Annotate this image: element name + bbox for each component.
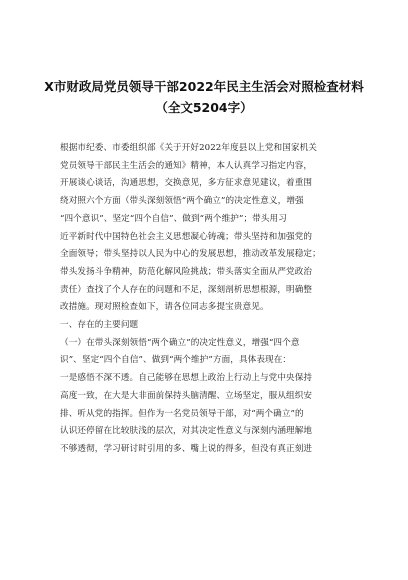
body-line: “四个意识”、坚定“四个自信”、做到“两个维护”；带头用习: [60, 213, 287, 224]
document-body: [60, 140, 358, 459]
body-line: 绕对照六个方面（带头深刻领悟“两个确立”的决定性意义，增强: [60, 196, 304, 207]
body-line: 党员领导干部民主生活会的通知》精神，本人认真学习指定内容，: [60, 160, 313, 171]
document-title: X市财政局党员领导干部2022年民主生活会对照检查材料: [44, 79, 364, 94]
section-heading: 一、存在的主要问题: [60, 320, 139, 331]
body-line: 近平新时代中国特色社会主义思想凝心铸魂；带头坚持和加强党的: [60, 231, 313, 242]
body-line: 根据市纪委、市委组织部《关于开好2022年度县以上党和国家机关: [60, 143, 318, 153]
body-line: 高度一致，在大是大非面前保持头脑清醒、立场坚定，服从组织安: [60, 390, 313, 401]
document-subtitle: （全文5204字）: [155, 100, 253, 115]
body-line: 责任）查找了个人存在的问题和不足，深刻剖析思想根源，明确整: [60, 284, 313, 295]
body-line: 认识还停留在比较肤浅的层次，对其决定性意义与深刻内涵理解地: [60, 426, 313, 437]
body-line: （一）在带头深刻领悟“两个确立”的决定性意义，增强“四个意: [60, 337, 300, 348]
body-line: 排、听从党的指挥。但作为一名党员领导干部，对“两个确立”的: [60, 408, 304, 419]
body-line: 开展谈心谈话，沟通思想，交换意见，多方征求意见建议，着重围: [60, 178, 313, 189]
body-line: 不够透彻，学习研讨时引用的多、嘴上说的得多，但没有真正刻进: [60, 443, 313, 454]
body-line: 改措施。现对照检查如下，请各位同志多提宝贵意见。: [60, 302, 269, 313]
body-line: 全面领导；带头坚持以人民为中心的发展思想，推动改革发展稳定；: [60, 249, 321, 260]
body-line: 一是感悟不深不透。自己能够在思想上政治上行动上与党中央保持: [60, 373, 313, 384]
body-line: 带头发扬斗争精神，防范化解风险挑战；带头落实全面从严党政治: [60, 266, 313, 277]
body-line: 识”、坚定“四个自信”、做到“两个维护”方面，具体表现在：: [60, 355, 292, 366]
